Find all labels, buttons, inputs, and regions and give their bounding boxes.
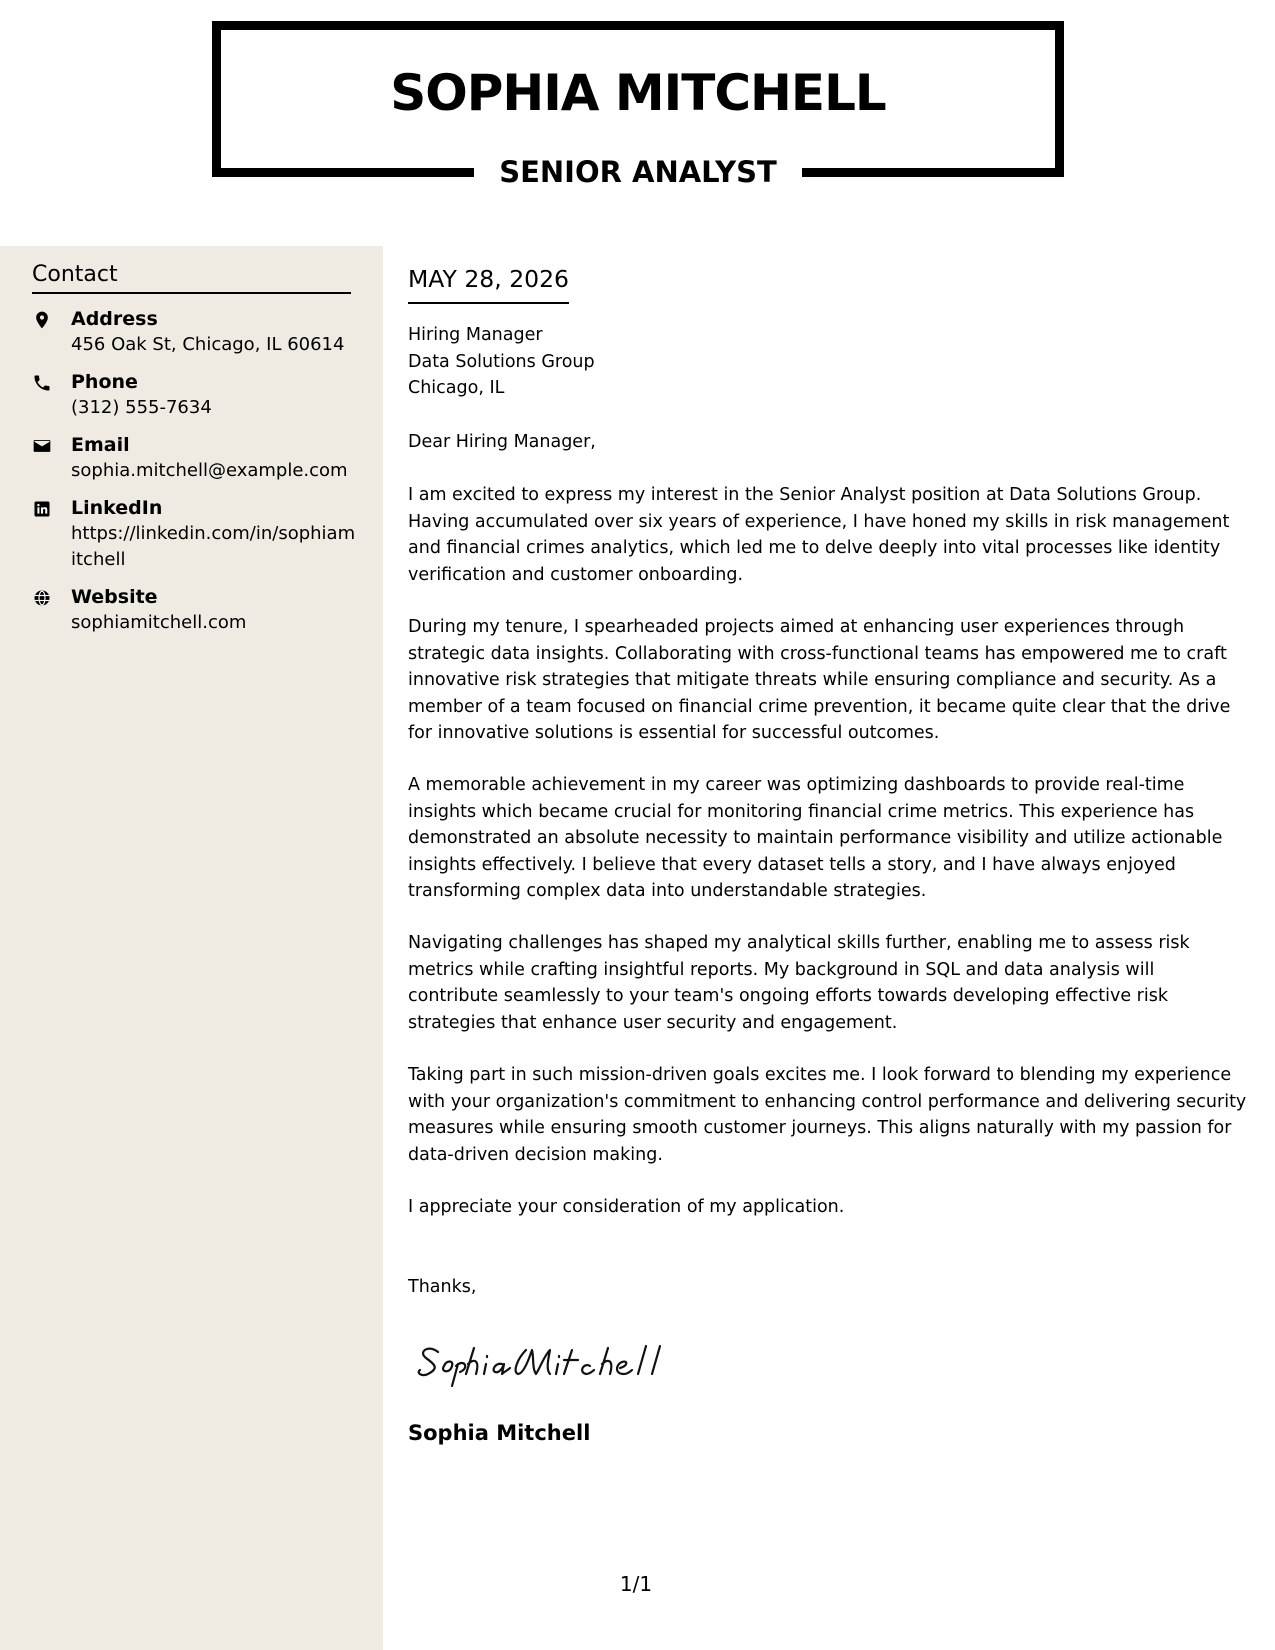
header-frame-bottom-left xyxy=(212,168,474,177)
contact-heading: Contact xyxy=(32,262,118,287)
body-paragraph: A memorable achievement in my career was optimizing dashboards to provide real-time insights which became crucial for monitoring financial crime metrics. This experience has demonstrated an absolute necessity to maintain performance visibility and utilize actionable insights effectively. I believe that every dataset tells a story, and I have always enjoyed transforming complex data into understandable strategies. xyxy=(408,775,1223,901)
page-number: 1/1 xyxy=(619,1572,653,1596)
signer-name: Sophia Mitchell xyxy=(408,1421,591,1445)
phone-icon xyxy=(32,373,54,395)
sidebar xyxy=(0,246,383,1650)
body-paragraph: During my tenure, I spearheaded projects aimed at enhancing user experiences through strategic data insights. Collaborating with cross-functional teams has empowered me to craft innovative risk strategies that mitigate threats while ensuring compliance and security. As a member of a team focused on financial crime prevention, it became quite clear that the drive for innovative solutions is essential for successful outcomes. xyxy=(408,617,1231,743)
contact-label: Phone xyxy=(71,371,138,393)
body-paragraph: I appreciate your consideration of my application. xyxy=(408,1197,845,1217)
contact-value: sophiamitchell.com xyxy=(71,612,247,633)
job-title: SENIOR ANALYST xyxy=(499,155,777,189)
greeting: Dear Hiring Manager, xyxy=(408,432,596,452)
contact-value: sophia.mitchell@example.com xyxy=(71,460,348,481)
contact-divider xyxy=(32,292,351,294)
recipient-line: Hiring Manager xyxy=(408,325,543,345)
recipient-block xyxy=(408,322,1248,402)
contact-value: (312) 555-7634 xyxy=(71,397,212,418)
contact-value: 456 Oak St, Chicago, IL 60614 xyxy=(71,334,345,355)
location-pin-icon xyxy=(32,310,54,332)
contact-label: Address xyxy=(71,308,158,330)
recipient-line: Chicago, IL xyxy=(408,378,505,398)
envelope-icon xyxy=(32,436,54,458)
letter-date: MAY 28, 2026 xyxy=(408,262,569,304)
globe-icon xyxy=(32,588,54,610)
contact-label: Email xyxy=(71,434,130,456)
body-paragraph: Taking part in such mission-driven goals excites me. I look forward to blending my experience with your organization's commitment to enhancing control performance and delivering security measures while ensuring smooth customer journeys. This aligns naturally with my passion for data-driven decision making. xyxy=(408,1065,1247,1165)
closing: Thanks, xyxy=(408,1277,477,1297)
linkedin-icon xyxy=(32,499,54,521)
contact-label: Website xyxy=(71,586,158,608)
contact-value: https://linkedin.com/in/sophiamitchell xyxy=(71,523,356,570)
body-paragraph: Navigating challenges has shaped my analytical skills further, enabling me to assess risk metrics while crafting insightful reports. My background in SQL and data analysis will contribute seamlessly to your team's ongoing efforts towards developing effective risk strategies that enhance user security and engagement. xyxy=(408,933,1190,1033)
recipient-line: Data Solutions Group xyxy=(408,351,595,372)
body-paragraph: I am excited to express my interest in the Senior Analyst position at Data Solutions Group. Having accumulated over six years of experience, I have honed my skills in risk management and financial crimes analytics, which led me to delve deeply into vital processes like identity verification and customer onboarding. xyxy=(408,485,1230,585)
applicant-name: SOPHIA MITCHELL xyxy=(390,64,886,122)
handwritten-signature xyxy=(414,1328,674,1388)
contact-label: LinkedIn xyxy=(71,497,163,519)
header-frame-bottom-right xyxy=(802,168,1064,177)
